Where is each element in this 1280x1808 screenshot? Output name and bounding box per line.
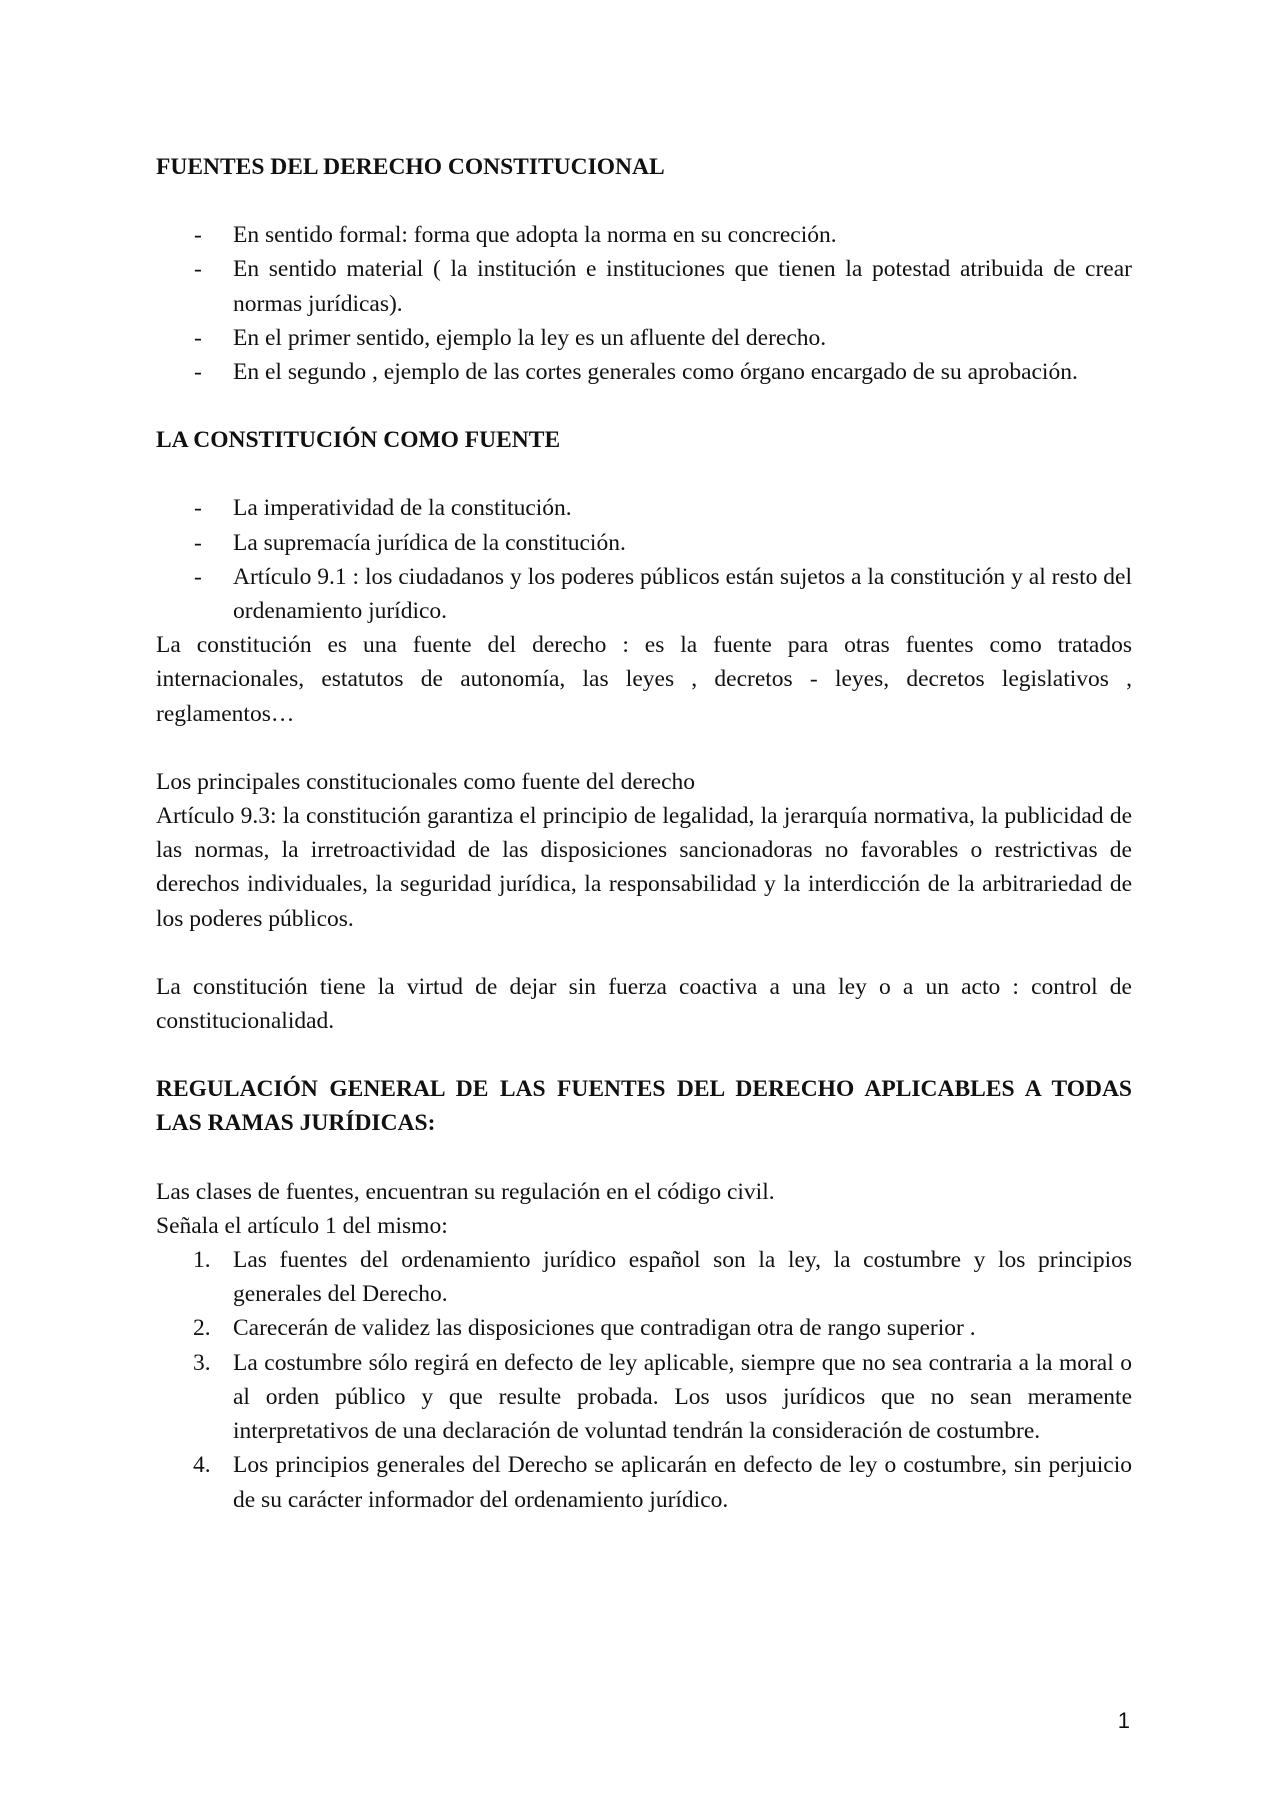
list-item: - En el primer sentido, ejemplo la ley es un afluente del derecho. xyxy=(156,321,1132,355)
paragraph-articulo-1: Señala el artículo 1 del mismo: xyxy=(156,1212,448,1239)
list-item-text: La costumbre sólo regirá en defecto de ley aplicable, siempre que no sea contraria a la moral o al orden público y que resulte probada. Los usos jurídicos que no sean meramente interpretativos de una declaración de voluntad tendrán la consideración de costumbre. xyxy=(233,1349,1132,1445)
paragraph-articulo-9-3: Artículo 9.3: la constitución garantiza el principio de legalidad, la jerarquía normativa, la publicidad de las normas, la irretroactividad de las disposiciones sancionadoras no favorables o restrictivas de derechos individuales, la seguridad jurídica, la responsabilidad y la interdicción de la arbitrariedad de los poderes públicos. xyxy=(156,803,1132,932)
list-item xyxy=(156,1311,1132,1345)
document-page xyxy=(156,150,1132,1517)
paragraph-fuente: La constitución es una fuente del derecho : es la fuente para otras fuentes como tratados internacionales, estatutos de autonomía, las leyes , decretos - leyes, decretos legislativos , reglamentos… xyxy=(156,632,1132,727)
list-number: 2. xyxy=(193,1315,211,1342)
list-item: - En sentido material ( la institución e instituciones que tienen la potestad atribuida de crear normas jurídicas). xyxy=(156,252,1132,320)
paragraph-principios-heading: Los principales constitucionales como fuente del derecho xyxy=(156,768,696,795)
list-item-text: Carecerán de validez las disposiciones que contradigan otra de rango superior . xyxy=(233,1315,976,1342)
list-item: - En sentido formal: forma que adopta la norma en su concreción. xyxy=(156,218,1132,252)
fuentes-list xyxy=(156,218,1132,389)
list-item: - En el segundo , ejemplo de las cortes generales como órgano encargado de su aprobación. xyxy=(156,355,1132,389)
spacer xyxy=(156,457,1132,491)
list-item: - Artículo 9.1 : los ciudadanos y los poderes públicos están sujetos a la constitución y al resto del ordenamiento jurídico. xyxy=(156,560,1132,628)
page-number: 1 xyxy=(1117,1708,1130,1733)
spacer xyxy=(156,184,1132,218)
list-number: 1. xyxy=(193,1247,211,1274)
list-item xyxy=(156,1346,1132,1449)
list-item xyxy=(156,1243,1132,1311)
spacer xyxy=(156,389,1132,423)
section-title-constitucion: LA CONSTITUCIÓN COMO FUENTE xyxy=(156,427,561,454)
list-number: 3. xyxy=(193,1349,211,1376)
paragraph-clases: Las clases de fuentes, encuentran su regulación en el código civil. xyxy=(156,1178,775,1205)
spacer xyxy=(156,1038,1132,1072)
articulo-1-list xyxy=(156,1243,1132,1517)
spacer xyxy=(156,936,1132,970)
spacer xyxy=(156,1141,1132,1175)
section-title-regulacion: REGULACIÓN GENERAL DE LAS FUENTES DEL DERECHO APLICABLES A TODAS LAS RAMAS JURÍDICAS: xyxy=(156,1076,1132,1137)
list-item xyxy=(156,1448,1132,1516)
constitucion-list xyxy=(156,491,1132,628)
list-item-text: Las fuentes del ordenamiento jurídico español son la ley, la costumbre y los principios generales del Derecho. xyxy=(233,1247,1132,1308)
list-item: - La imperatividad de la constitución. xyxy=(156,491,1132,525)
list-item: - La supremacía jurídica de la constitución. xyxy=(156,526,1132,560)
paragraph-control: La constitución tiene la virtud de dejar sin fuerza coactiva a una ley o a un acto : control de constitucionalidad. xyxy=(156,973,1132,1035)
list-number: 4. xyxy=(193,1452,211,1479)
spacer xyxy=(156,731,1132,765)
list-item-text: Los principios generales del Derecho se aplicarán en defecto de ley o costumbre, sin perjuicio de su carácter informador del ordenamiento jurídico. xyxy=(233,1452,1132,1513)
section-title-fuentes: FUENTES DEL DERECHO CONSTITUCIONAL xyxy=(156,154,665,180)
